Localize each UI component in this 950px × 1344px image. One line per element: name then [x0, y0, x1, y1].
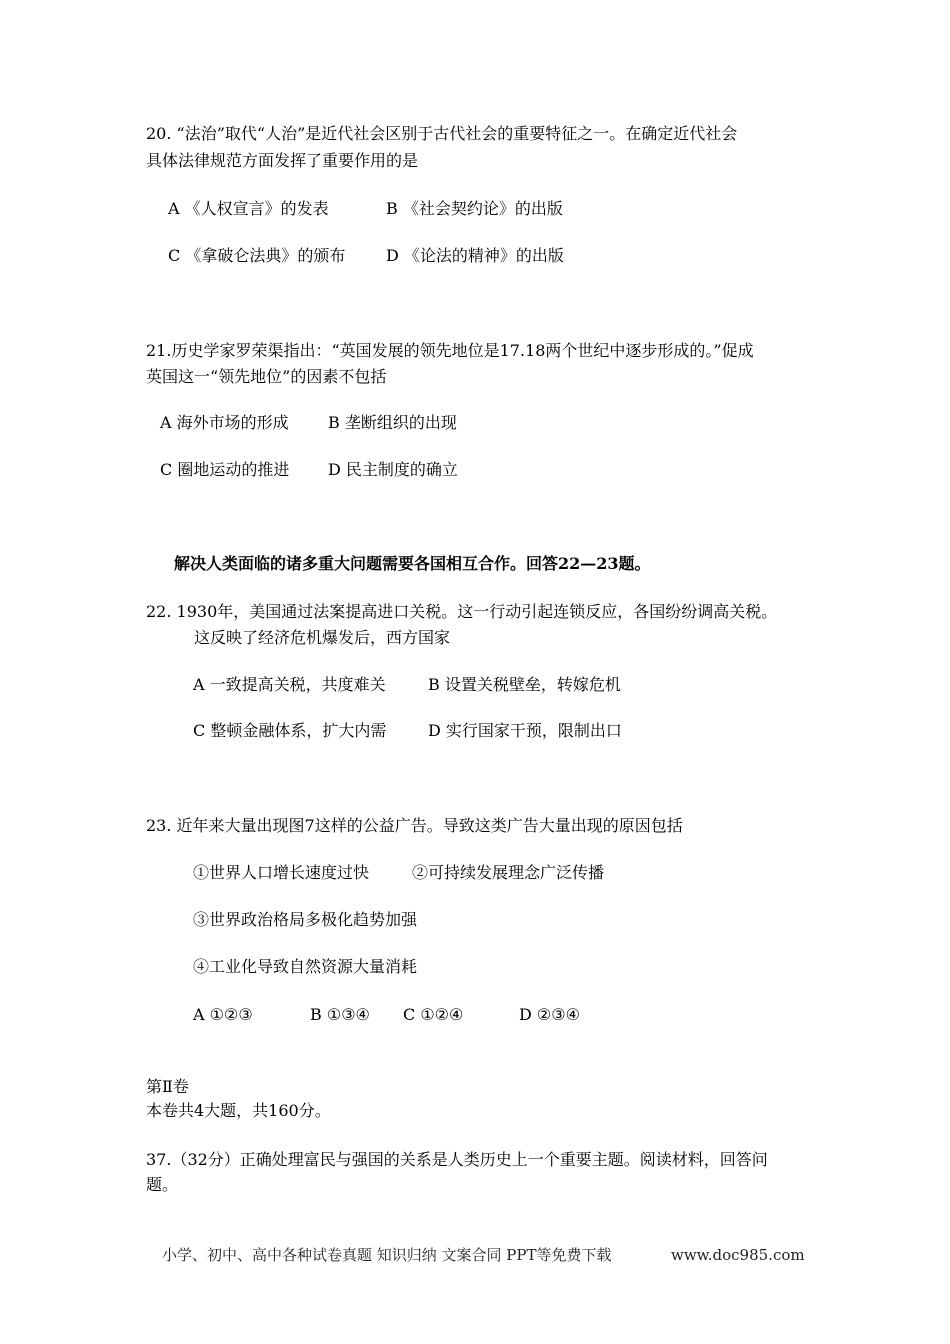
q23-stem: 23. 近年来大量出现图7这样的公益广告。导致这类广告大量出现的原因包括	[146, 816, 683, 835]
footer-promo-text: 小学、初中、高中各种试卷真题 知识归纳 文案合同 PPT等免费下载	[162, 1246, 612, 1264]
q22-stem-line1: 22. 1930年，美国通过法案提高进口关税。这一行动引起连锁反应，各国纷纷调高关税。	[146, 602, 778, 621]
q23-option-c: C ①②④	[403, 1005, 464, 1024]
q23-option-d: D ②③④	[519, 1005, 580, 1024]
q37-stem-line2: 题。	[146, 1175, 179, 1194]
q21-option-a: A 海外市场的形成	[160, 413, 289, 432]
q20-option-d: D 《论法的精神》的出版	[386, 246, 564, 265]
q22-option-b: B 设置关税壁垒，转嫁危机	[428, 675, 621, 694]
q23-item-4: ④工业化导致自然资源大量消耗	[193, 957, 418, 976]
q20-option-b: B 《社会契约论》的出版	[386, 199, 563, 218]
q20-stem-line2: 具体法律规范方面发挥了重要作用的是	[146, 151, 419, 170]
footer-website-link[interactable]: www.doc985.com	[671, 1246, 805, 1264]
q37-stem-line1: 37.（32分）正确处理富民与强国的关系是人类历史上一个重要主题。阅读材料，回答问	[146, 1150, 768, 1169]
q22-stem-line2: 这反映了经济危机爆发后，西方国家	[194, 628, 451, 647]
q20-option-c: C 《拿破仑法典》的颁布	[168, 246, 346, 265]
q20-option-a: A 《人权宣言》的发表	[168, 199, 329, 218]
q23-option-b: B ①③④	[310, 1005, 370, 1024]
q22-option-c: C 整顿金融体系，扩大内需	[193, 721, 387, 740]
q23-item-2: ②可持续发展理念广泛传播	[412, 863, 605, 882]
q21-option-c: C 圈地运动的推进	[160, 460, 290, 479]
q21-stem-line1: 21.历史学家罗荣渠指出：“英国发展的领先地位是17.18两个世纪中逐步形成的。”促成	[146, 341, 754, 360]
q23-item-3: ③世界政治格局多极化趋势加强	[193, 910, 418, 929]
section-description: 本卷共4大题，共160分。	[146, 1101, 331, 1120]
q21-option-b: B 垄断组织的出现	[328, 413, 457, 432]
q21-option-d: D 民主制度的确立	[328, 460, 458, 479]
q23-option-a: A ①②③	[193, 1005, 253, 1024]
q22-option-d: D 实行国家干预，限制出口	[428, 721, 622, 740]
section-title: 第Ⅱ卷	[146, 1077, 189, 1096]
q21-stem-line2: 英国这一“领先地位”的因素不包括	[146, 367, 387, 386]
q23-item-1: ①世界人口增长速度过快	[193, 863, 370, 882]
intro-22-23: 解决人类面临的诸多重大问题需要各国相互合作。回答22—23题。	[174, 554, 651, 573]
q22-option-a: A 一致提高关税，共度难关	[193, 675, 386, 694]
q20-stem-line1: 20. “法治”取代“人治”是近代社会区别于古代社会的重要特征之一。在确定近代社会	[146, 124, 738, 143]
